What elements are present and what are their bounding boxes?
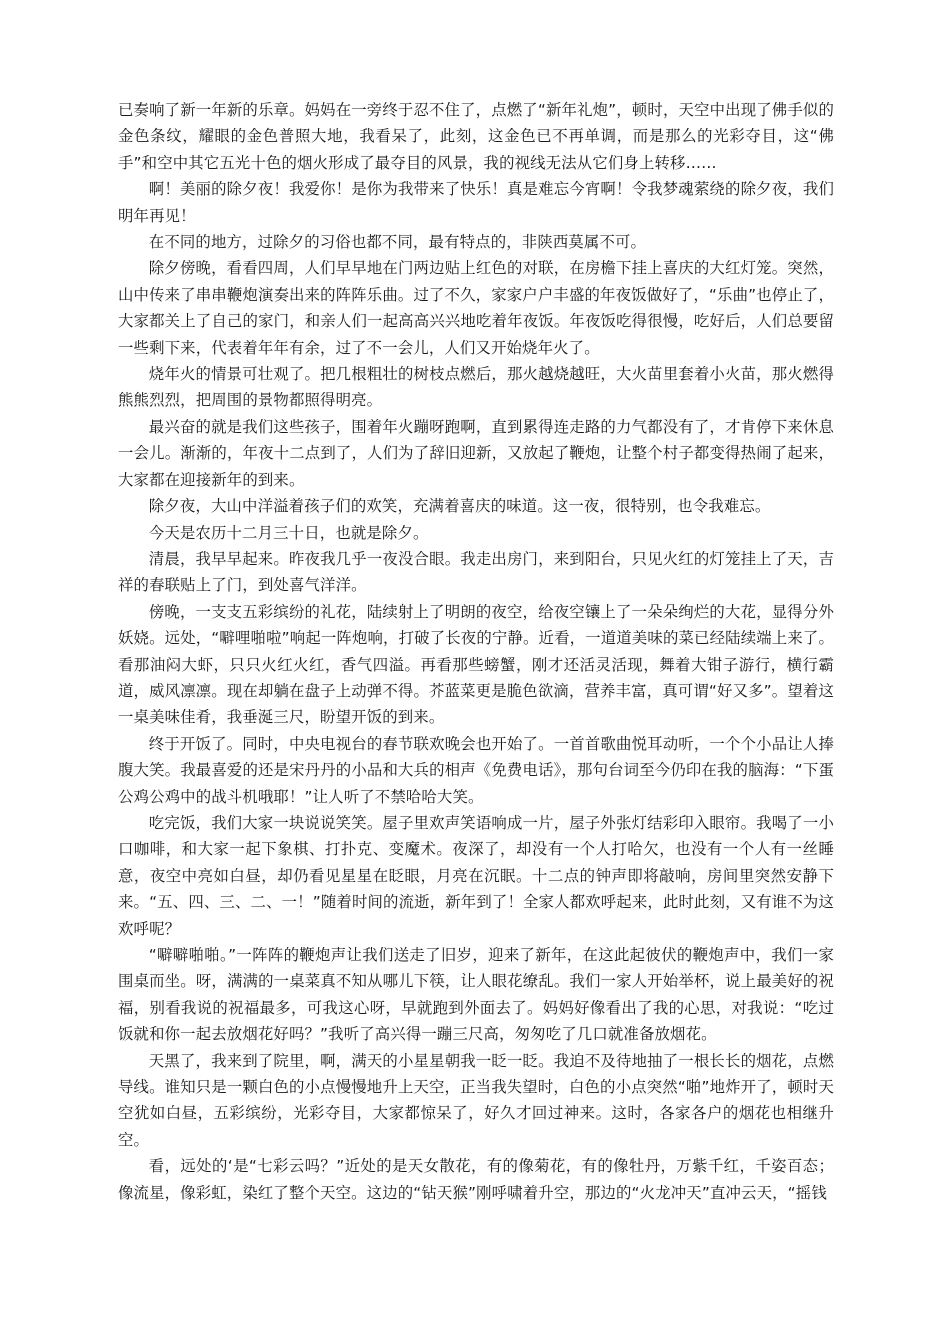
document-page bbox=[118, 97, 834, 1206]
paragraph-2: 啊！美丽的除夕夜！我爱你！是你为我带来了快乐！真是难忘今宵啊！令我梦魂萦绕的除夕夜，我们明年再见！ bbox=[118, 180, 834, 225]
paragraph-13: “噼噼啪啪。”一阵阵的鞭炮声让我们送走了旧岁，迎来了新年，在这此起彼伏的鞭炮声中，我们一家围桌而坐。呀，满满的一桌菜真不知从哪儿下筷，让人眼花缭乱。我们一家人开始举杯，说上最美好的祝福，别看我说的祝福最多，可我这心呀，早就跑到外面去了。妈妈好像看出了我的心思，对我说：“吃过饭就和你一起去放烟花好吗？”我听了高兴得一蹦三尺高，匆匆吃了几口就准备放烟花。 bbox=[118, 946, 834, 1044]
paragraph-12: 吃完饭，我们大家一块说说笑笑。屋子里欢声笑语响成一片，屋子外张灯结彩印入眼帘。我喝了一小口咖啡，和大家一起下象棋、打扑克、变魔术。夜深了，却没有一个人打哈欠，也没有一个人有一丝睡意，夜空中亮如白昼，却仍看见星星在眨眼，月亮在沉眠。十二点的钟声即将敲响，房间里突然安静下来。“五、四、三、二、一！”随着时间的流逝，新年到了！全家人都欢呼起来，此时此刻，又有谁不为这欢呼呢？ bbox=[118, 813, 834, 938]
paragraph-9: 清晨，我早早起来。昨夜我几乎一夜没合眼。我走出房门，来到阳台，只见火红的灯笼挂上了天，吉祥的春联贴上了门，到处喜气洋洋。 bbox=[118, 549, 834, 595]
paragraph-14: 天黑了，我来到了院里，啊，满天的小星星朝我一眨一眨。我迫不及待地抽了一根长长的烟花，点燃导线。谁知只是一颗白色的小点慢慢地升上天空，正当我失望时，白色的小点突然“啪”地炸开了，顿时天空犹如白昼，五彩缤纷，光彩夺目，大家都惊呆了，好久才回过神来。这时，各家各户的烟花也相继升空。 bbox=[118, 1051, 834, 1149]
paragraph-1: 已奏响了新一年新的乐章。妈妈在一旁终于忍不住了，点燃了“新年礼炮”，顿时，天空中出现了佛手似的金色条纹，耀眼的金色普照大地，我看呆了，此刻，这金色已不再单调，而是那么的光彩夺目，这“佛手”和空中其它五光十色的烟火形成了最夺目的风景，我的视线无法从它们身上转移…… bbox=[118, 101, 834, 172]
paragraph-4: 除夕傍晚，看看四周，人们早早地在门两边贴上红色的对联，在房檐下挂上喜庆的大红灯笼。突然，山中传来了串串鞭炮演奏出来的阵阵乐曲。过了不久，家家户户丰盛的年夜饭做好了，“乐曲”也停止了，大家都关上了自己的家门，和亲人们一起高高兴兴地吃着年夜饭。年夜饭吃得很慢，吃好后，人们总要留一些剩下来，代表着年年有余，过了不一会儿，人们又开始烧年火了。 bbox=[118, 259, 834, 357]
paragraph-11: 终于开饭了。同时，中央电视台的春节联欢晚会也开始了。一首首歌曲悦耳动听，一个个小品让人捧腹大笑。我最喜爱的还是宋丹丹的小品和大兵的相声《免费电话》，那句台词至今仍印在我的脑海：“下蛋公鸡公鸡中的战斗机哦耶！”让人听了不禁哈哈大笑。 bbox=[118, 734, 834, 806]
paragraph-6: 最兴奋的就是我们这些孩子，围着年火蹦呀跑啊，直到累得连走路的力气都没有了，才肯停下来休息一会儿。渐渐的，年夜十二点到了，人们为了辞旧迎新，又放起了鞭炮，让整个村子都变得热闹了起来，大家都在迎接新年的到来。 bbox=[118, 417, 834, 489]
paragraph-7: 除夕夜，大山中洋溢着孩子们的欢笑，充满着喜庆的味道。这一夜，很特别，也令我难忘。 bbox=[148, 497, 771, 516]
paragraph-3: 在不同的地方，过除夕的习俗也都不同，最有特点的，非陕西莫属不可。 bbox=[148, 233, 647, 252]
paragraph-15: 看，远处的‘是“七彩云吗？”近处的是天女散花，有的像菊花，有的像牡丹，万紫千红，千姿百态；像流星，像彩虹，染红了整个天空。这边的“钻天猴”刚呼啸着升空，那边的“火龙冲天”直冲云天，“摇钱 bbox=[118, 1157, 834, 1202]
paragraph-5: 烧年火的情景可壮观了。把几根粗壮的树枝点燃后，那火越烧越旺，大火苗里套着小火苗，那火燃得熊熊烈烈，把周围的景物都照得明亮。 bbox=[118, 365, 834, 410]
paragraph-8: 今天是农历十二月三十日，也就是除夕。 bbox=[148, 523, 429, 542]
paragraph-10: 傍晚，一支支五彩缤纷的礼花，陆续射上了明朗的夜空，给夜空镶上了一朵朵绚烂的大花，显得分外妖娆。远处，“噼哩啪啦”响起一阵炮响，打破了长夜的宁静。近看，一道道美味的菜已经陆续端上来了。看那油闷大虾，只只火红火红，香气四溢。再看那些螃蟹，刚才还活灵活现，舞着大钳子游行，横行霸道，威风凛凛。现在却躺在盘子上动弹不得。芥蓝菜更是脆色欲滴，营养丰富，真可谓“好又多”。望着这一桌美味佳肴，我垂涎三尺，盼望开饭的到来。 bbox=[118, 602, 834, 727]
